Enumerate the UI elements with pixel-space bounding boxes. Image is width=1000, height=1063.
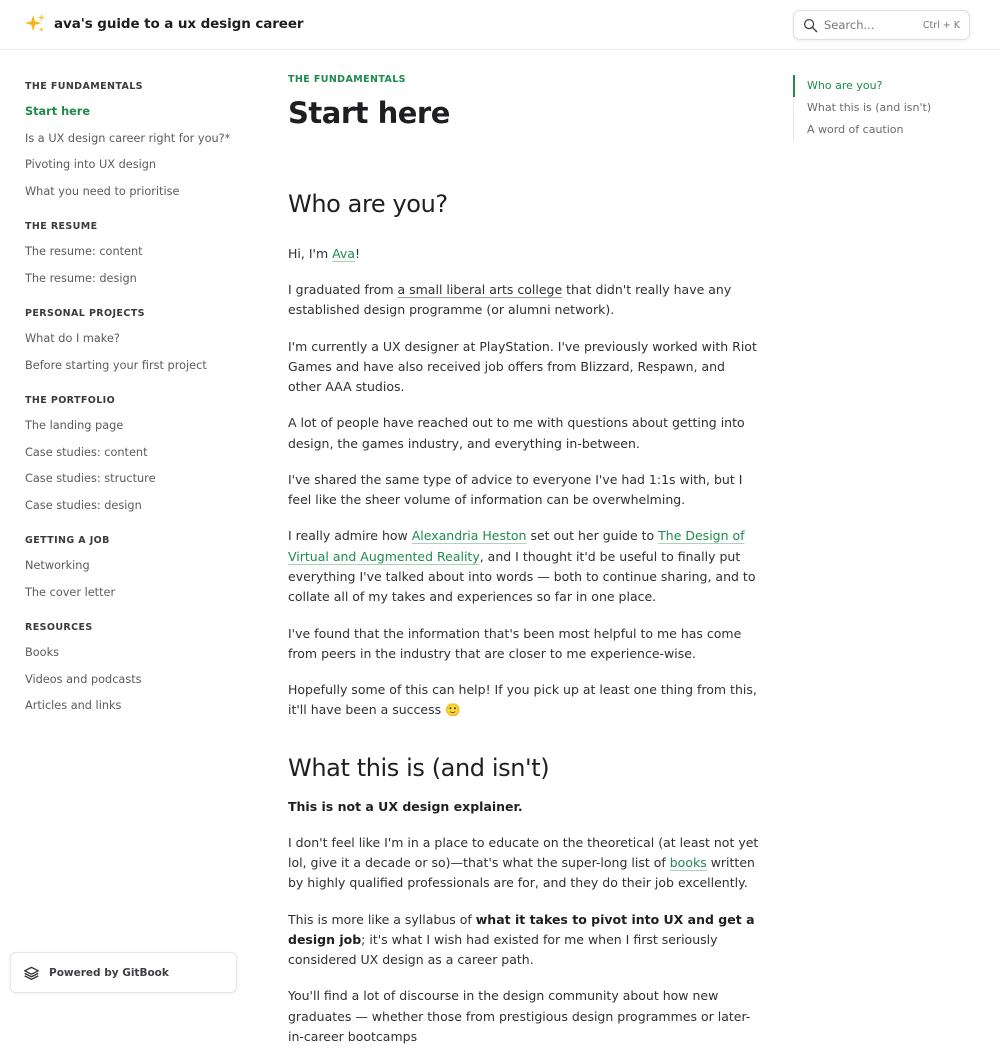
bold-text: what it takes to pivot into UX and get a design job — [288, 911, 755, 947]
on-this-page-toc — [793, 75, 978, 141]
paragraph: I've found that the information that's been most helpful to me has come from peers in the industry that are closer to me experience-wise. — [288, 625, 742, 661]
nav-section-title: PERSONAL PROJECTS — [25, 308, 145, 319]
page-section-eyebrow: THE FUNDAMENTALS — [288, 74, 406, 85]
toc-item-who-are-you[interactable]: Who are you? — [793, 75, 978, 97]
nav-section-title: THE FUNDAMENTALS — [25, 81, 143, 92]
gitbook-logo-icon — [23, 964, 40, 981]
brand[interactable] — [24, 13, 303, 35]
sparkles-icon — [24, 13, 46, 35]
alexandria-heston-link[interactable]: Alexandria Heston — [411, 528, 527, 544]
sidebar-item-case-studies-design[interactable]: Case studies: design — [25, 498, 142, 512]
sidebar-item-books[interactable]: Books — [25, 646, 60, 659]
text: ! — [354, 246, 360, 261]
paragraph: I've shared the same type of advice to everyone I've had 1:1s with, but I feel like the sheer volume of information can be overwhelming. — [288, 471, 743, 508]
nav-section-resources — [25, 621, 240, 724]
search-placeholder: Search... — [824, 18, 875, 32]
paragraph — [288, 833, 760, 894]
paragraph: A lot of people have reached out to me with questions about getting into design, the games industry, and everything in-between. — [288, 415, 745, 451]
nav-section-resume — [25, 220, 240, 296]
text: that didn't really have any established design programme (or alumni network). — [288, 282, 732, 318]
search-input[interactable] — [793, 10, 970, 40]
sidebar-item-prioritise[interactable]: What you need to prioritise — [25, 184, 180, 198]
nav-section-title: GETTING A JOB — [25, 535, 110, 546]
nav-section-portfolio — [25, 394, 240, 523]
paragraph — [288, 910, 760, 971]
page-title: Start here — [288, 96, 450, 130]
nav-section-title: THE RESUME — [25, 221, 98, 232]
text: This is more like a syllabus of — [288, 911, 476, 927]
text: ; it's what I wish had existed for me when I first seriously considered UX design as a career path. — [288, 931, 718, 968]
sidebar-item-ux-career-right[interactable]: Is a UX design career right for you?* — [25, 131, 231, 145]
text: set out her guide to — [526, 528, 659, 544]
sidebar-item-networking[interactable]: Networking — [25, 559, 90, 572]
design-of-vr-ar-link[interactable]: The Design of Virtual and Augmented Reality — [288, 528, 745, 564]
text: I graduated from — [288, 282, 398, 298]
search-icon — [803, 18, 818, 33]
nav-section-fundamentals — [25, 80, 240, 209]
nav-section-personal-projects — [25, 307, 240, 383]
powered-by-label: Powered by GitBook — [49, 966, 169, 979]
nav-section-getting-a-job — [25, 534, 240, 610]
sidebar-item-landing-page[interactable]: The landing page — [25, 419, 124, 432]
sidebar-item-before-first-project[interactable]: Before starting your first project — [25, 358, 207, 372]
site-title: ava's guide to a ux design career — [54, 16, 304, 32]
sidebar-item-what-do-i-make[interactable]: What do I make? — [25, 332, 120, 345]
sidebar-item-articles-links[interactable]: Articles and links — [25, 699, 122, 712]
sidebar-item-resume-content[interactable]: The resume: content — [25, 245, 143, 258]
nav-section-title: THE PORTFOLIO — [25, 395, 116, 406]
paragraph — [288, 280, 760, 321]
text: I don't feel like I'm in a place to educate on the theoretical (at least not yet lol, give it a decade or so)—that's what the super-long list of — [288, 834, 759, 871]
paragraph: Hopefully some of this can help! If you pick up at least one thing from this, it'll have been a success 🙂 — [288, 681, 757, 718]
text: , and I thought it'd be useful to finally put everything I've talked about into words — both to continue sharing, and to collate all of my takes and experiences so far in one place. — [288, 548, 756, 605]
paragraph: I'm currently a UX designer at PlayStation. I've previously worked with Riot Games and have also received job offers from Blizzard, Respawn, and other AAA studios. — [288, 338, 757, 395]
text: Hi, I'm — [288, 246, 333, 261]
ava-link[interactable]: Ava — [332, 246, 355, 261]
main-content — [288, 74, 760, 1063]
sidebar-item-pivoting[interactable]: Pivoting into UX design — [25, 158, 157, 171]
sidebar-nav — [25, 80, 240, 735]
bold-text: This is not a UX design explainer. — [288, 798, 523, 814]
paragraph — [288, 244, 760, 264]
paragraph: You'll find a lot of discourse in the design community about how new graduates — whether those from prestigious design programmes or later-in-career bootcamps — [288, 988, 751, 1044]
powered-by-gitbook-link[interactable] — [10, 952, 237, 993]
sidebar-item-resume-design[interactable]: The resume: design — [25, 271, 137, 285]
paragraph — [288, 797, 760, 817]
paragraph — [288, 526, 760, 607]
books-link[interactable]: books — [669, 855, 707, 871]
sidebar-item-videos-podcasts[interactable]: Videos and podcasts — [25, 672, 142, 686]
nav-section-title: RESOURCES — [25, 622, 93, 633]
text: I really admire how — [288, 528, 412, 544]
sidebar-item-start-here[interactable]: Start here — [25, 105, 91, 118]
liberal-arts-college-link[interactable]: a small liberal arts college — [397, 282, 563, 298]
top-header — [0, 0, 1000, 50]
sidebar-item-cover-letter[interactable]: The cover letter — [25, 585, 116, 599]
sidebar-item-case-studies-content[interactable]: Case studies: content — [25, 445, 148, 459]
text: written by highly qualified professionals are for, and they do their job excellently. — [288, 855, 755, 891]
sidebar-item-case-studies-structure[interactable]: Case studies: structure — [25, 472, 156, 485]
toc-item-word-of-caution[interactable]: A word of caution — [807, 123, 904, 136]
search-shortcut-hint: Ctrl + K — [922, 19, 960, 31]
heading-who-are-you: Who are you? — [288, 190, 448, 218]
heading-what-this-is: What this is (and isn't) — [288, 753, 550, 782]
toc-item-what-this-is[interactable]: What this is (and isn't) — [807, 101, 932, 114]
